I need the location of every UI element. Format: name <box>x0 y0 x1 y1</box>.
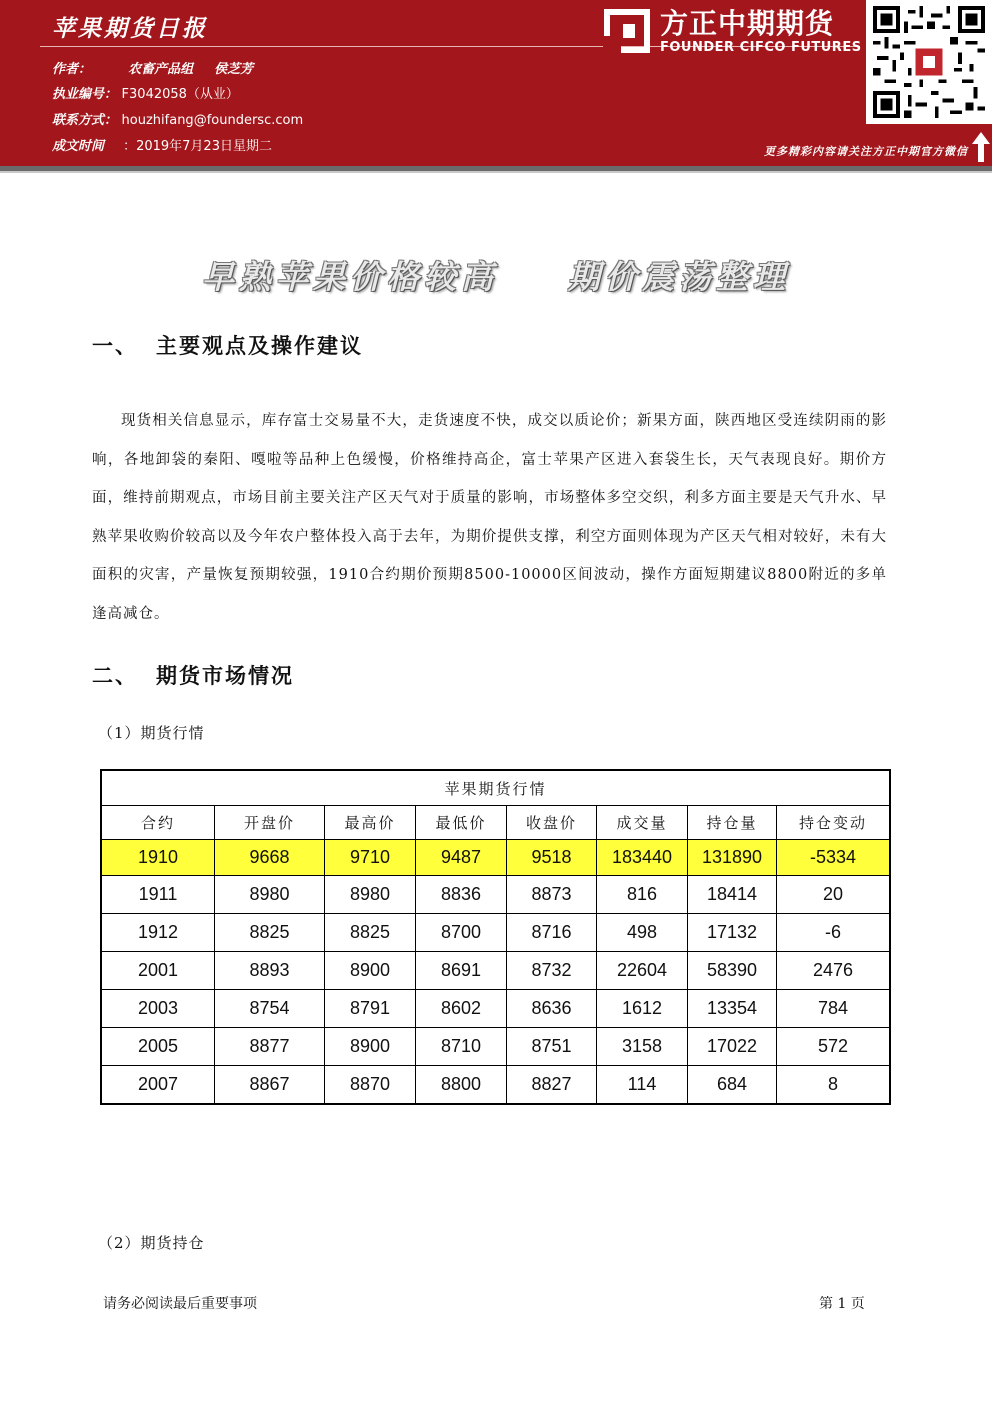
footer-page-number: 第 1 页 <box>819 1296 865 1312</box>
table-cell: 8867 <box>215 1066 325 1105</box>
table-row <box>101 990 890 1028</box>
author-label: 作者： <box>52 62 92 77</box>
author-group: 农畜产品组 <box>128 62 194 77</box>
brand-name-cn: 方正中期期货 <box>660 7 835 40</box>
contact-email[interactable]: houzhifang@foundersc.com <box>121 113 304 128</box>
table-cell: 17022 <box>688 1028 777 1066</box>
table-cell: 8751 <box>507 1028 597 1066</box>
table-cell: 183440 <box>597 840 688 876</box>
table-cell: 1912 <box>101 914 215 952</box>
section-heading-1 <box>92 330 363 360</box>
col-header: 合约 <box>101 806 215 840</box>
report-header <box>0 0 992 166</box>
table-row <box>101 876 890 914</box>
table-cell: 1910 <box>101 840 215 876</box>
col-header: 收盘价 <box>507 806 597 840</box>
header-light-band <box>0 171 992 173</box>
table-cell: 8636 <box>507 990 597 1028</box>
brand-name-en: FOUNDER CIFCO FUTURES <box>660 40 862 55</box>
table-cell: 8825 <box>215 914 325 952</box>
section-number-1: 一、 <box>92 333 138 358</box>
table-cell: 8873 <box>507 876 597 914</box>
table-cell: 8791 <box>325 990 416 1028</box>
table-cell: 13354 <box>688 990 777 1028</box>
table-cell: 2476 <box>777 952 891 990</box>
summary-paragraph: 现货相关信息显示，库存富士交易量不大，走货速度不快，成交以质论价；新果方面，陕西地区受连续阴雨的影响，各地卸袋的秦阳、嘎啦等品种上色缓慢，价格维持高企，富士苹果产区进入套袋生长，天气表现良好。期价方面，维持前期观点，市场目前主要关注产区天气对于质量的影响，市场整体多空交织，利多方面主要是天气升水、早熟苹果收购价较高以及今年农户整体投入高于去年，为期价提供支撑，利空方面则体现为产区天气相对较好，未有大面积的灾害，产量恢复预期较强，1910合约期价预期8500-10000区间波动，操作方面短期建议8800附近的多单逢高减仓。 <box>92 413 887 622</box>
section-title-1: 主要观点及操作建议 <box>156 333 363 358</box>
subsection-futures-positions: （2）期货持仓 <box>98 1234 205 1252</box>
table-cell: 8870 <box>325 1066 416 1105</box>
section-number-2: 二、 <box>92 663 138 688</box>
table-cell: -6 <box>777 914 891 952</box>
table-cell: 8980 <box>215 876 325 914</box>
license-line <box>52 83 239 102</box>
table-row <box>101 914 890 952</box>
table-cell: 8893 <box>215 952 325 990</box>
table-cell: 8732 <box>507 952 597 990</box>
subsection-futures-quotes: （1）期货行情 <box>98 724 205 742</box>
table-cell: 684 <box>688 1066 777 1105</box>
table-cell: 784 <box>777 990 891 1028</box>
table-cell: 8754 <box>215 990 325 1028</box>
table-cell: 8710 <box>416 1028 507 1066</box>
table-caption: 苹果期货行情 <box>101 770 890 806</box>
col-header: 成交量 <box>597 806 688 840</box>
qr-code-icon <box>873 5 985 119</box>
author-line <box>52 58 253 77</box>
col-header: 最低价 <box>416 806 507 840</box>
arrow-up-icon <box>972 132 990 162</box>
contact-line <box>52 109 303 128</box>
table-cell: 816 <box>597 876 688 914</box>
founder-logo-icon <box>603 6 651 54</box>
date-label: 成文时间 <box>52 139 105 154</box>
table-header-row <box>101 806 890 840</box>
license-value: F3042058（从业） <box>121 87 239 102</box>
futures-quote-table <box>100 769 891 1105</box>
table-cell: 8 <box>777 1066 891 1105</box>
table-row <box>101 1066 890 1105</box>
table-cell: 3158 <box>597 1028 688 1066</box>
footer-disclaimer-note: 请务必阅读最后重要事项 <box>103 1296 257 1312</box>
table-row <box>101 1028 890 1066</box>
table-cell: 1911 <box>101 876 215 914</box>
report-title-part1: 早熟苹果价格较高 <box>201 258 498 296</box>
author-name: 侯芝芳 <box>214 62 254 77</box>
table-cell: 131890 <box>688 840 777 876</box>
table-cell: 22604 <box>597 952 688 990</box>
table-cell: 8691 <box>416 952 507 990</box>
table-cell: 8877 <box>215 1028 325 1066</box>
table-cell: 114 <box>597 1066 688 1105</box>
table-cell: 17132 <box>688 914 777 952</box>
table-cell: 20 <box>777 876 891 914</box>
table-cell: 9518 <box>507 840 597 876</box>
table-cell: 58390 <box>688 952 777 990</box>
table-cell: 8602 <box>416 990 507 1028</box>
wechat-follow-note: 更多精彩内容请关注方正中期官方微信 <box>764 145 968 158</box>
section-heading-2 <box>92 660 294 690</box>
table-cell: 1612 <box>597 990 688 1028</box>
table-cell: 2003 <box>101 990 215 1028</box>
table-cell: 2007 <box>101 1066 215 1105</box>
section-title-2: 期货市场情况 <box>156 663 294 688</box>
col-header: 最高价 <box>325 806 416 840</box>
wechat-qr-code <box>866 0 992 124</box>
table-caption-row <box>101 770 890 806</box>
date-value: ：2019年7月23日星期二 <box>123 139 272 154</box>
report-title <box>0 252 992 298</box>
table-cell: 9668 <box>215 840 325 876</box>
report-title-part2: 期价震荡整理 <box>568 258 791 296</box>
date-line <box>52 135 272 154</box>
table-cell: 8827 <box>507 1066 597 1105</box>
table-cell: 8980 <box>325 876 416 914</box>
table-cell: 572 <box>777 1028 891 1066</box>
report-name: 苹果期货日报 <box>52 15 208 42</box>
col-header: 持仓变动 <box>777 806 891 840</box>
table-cell: 9710 <box>325 840 416 876</box>
table-cell: 8800 <box>416 1066 507 1105</box>
table-cell: 8836 <box>416 876 507 914</box>
table-cell: -5334 <box>777 840 891 876</box>
contact-label: 联系方式： <box>52 113 118 128</box>
table-cell: 8900 <box>325 1028 416 1066</box>
table-cell: 8900 <box>325 952 416 990</box>
table-row-highlighted <box>101 840 890 876</box>
table-cell: 8700 <box>416 914 507 952</box>
table-cell: 498 <box>597 914 688 952</box>
license-label: 执业编号： <box>52 87 118 102</box>
table-cell: 8825 <box>325 914 416 952</box>
col-header: 持仓量 <box>688 806 777 840</box>
table-row <box>101 952 890 990</box>
table-cell: 9487 <box>416 840 507 876</box>
table-cell: 18414 <box>688 876 777 914</box>
table-cell: 8716 <box>507 914 597 952</box>
table-cell: 2005 <box>101 1028 215 1066</box>
col-header: 开盘价 <box>215 806 325 840</box>
table-cell: 2001 <box>101 952 215 990</box>
